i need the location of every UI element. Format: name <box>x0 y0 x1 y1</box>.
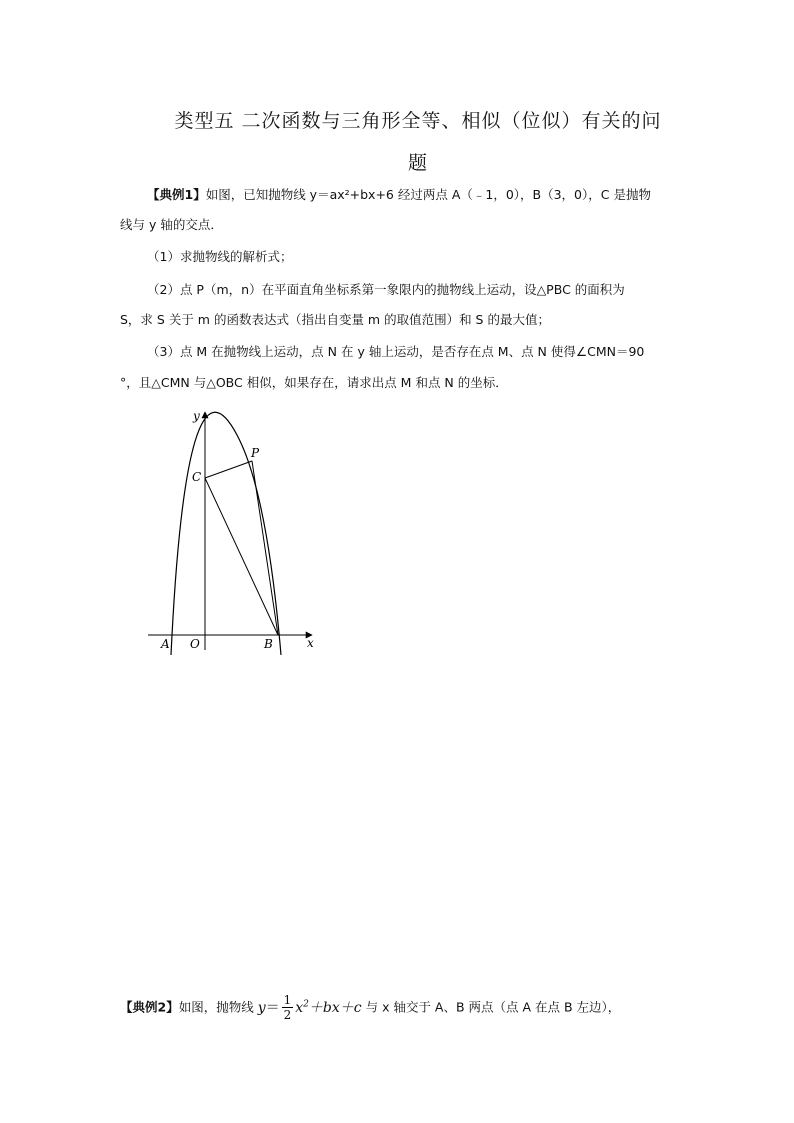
example1-tag: 【典例1】 <box>147 187 206 202</box>
example2-suffix: 与 x 轴交于 A、B 两点（点 A 在点 B 左边）， <box>365 999 621 1015</box>
label-b: B <box>264 637 273 651</box>
example1-question3-line2: °，且△CMN 与△OBC 相似，如果存在，请求出点 M 和点 N 的坐标． <box>120 375 508 390</box>
fraction-denominator: 2 <box>283 1008 292 1023</box>
label-a: A <box>161 637 170 651</box>
segment-pb <box>252 461 278 635</box>
parabola-curve <box>171 412 281 655</box>
equation-exponent: 2 <box>303 999 309 1009</box>
example1-line2: 线与 y 轴的交点． <box>120 217 223 232</box>
example1-question2-line2: S，求 S 关于 m 的函数表达式（指出自变量 m 的取值范围）和 S 的最大值； <box>120 312 550 327</box>
example1-line1 <box>147 186 651 204</box>
segment-cb <box>205 478 278 635</box>
equation-fraction <box>282 993 294 1022</box>
label-c: C <box>192 470 202 484</box>
page-title-line1: 类型五 二次函数与三角形全等、相似（位似）有关的问 <box>174 110 662 132</box>
equation-x: x <box>295 999 304 1016</box>
segment-cp <box>205 461 252 478</box>
example1-question2-line1: （2）点 P（m，n）在平面直角坐标系第一象限内的抛物线上运动，设△PBC 的面积为 <box>147 282 625 297</box>
example1-text-line1: 如图，已知抛物线 y＝ax²+bx+6 经过两点 A（﹣1，0），B（3，0），C 是抛物 <box>205 187 651 202</box>
example1-question3-line1: （3）点 M 在抛物线上运动，点 N 在 y 轴上运动，是否存在点 M、点 N 使得∠CMN＝90 <box>147 344 645 359</box>
example1-question1: （1）求抛物线的解析式； <box>147 249 293 264</box>
label-p: P <box>251 446 260 460</box>
parabola-figure <box>140 400 340 660</box>
equation-rest: ＋bx＋c <box>308 999 362 1016</box>
example2-line1 <box>120 984 620 1024</box>
example2-equation <box>257 993 362 1023</box>
example2-tag: 【典例2】 <box>120 999 179 1015</box>
equation-y: y <box>257 999 266 1016</box>
label-x: x <box>307 636 314 650</box>
page-title-line2: 题 <box>407 152 428 174</box>
example2-prefix: 如图，抛物线 <box>178 999 254 1015</box>
label-o: O <box>190 637 200 651</box>
equation-equals: ＝ <box>265 999 280 1016</box>
label-y: y <box>193 409 200 423</box>
fraction-numerator: 1 <box>283 993 292 1008</box>
